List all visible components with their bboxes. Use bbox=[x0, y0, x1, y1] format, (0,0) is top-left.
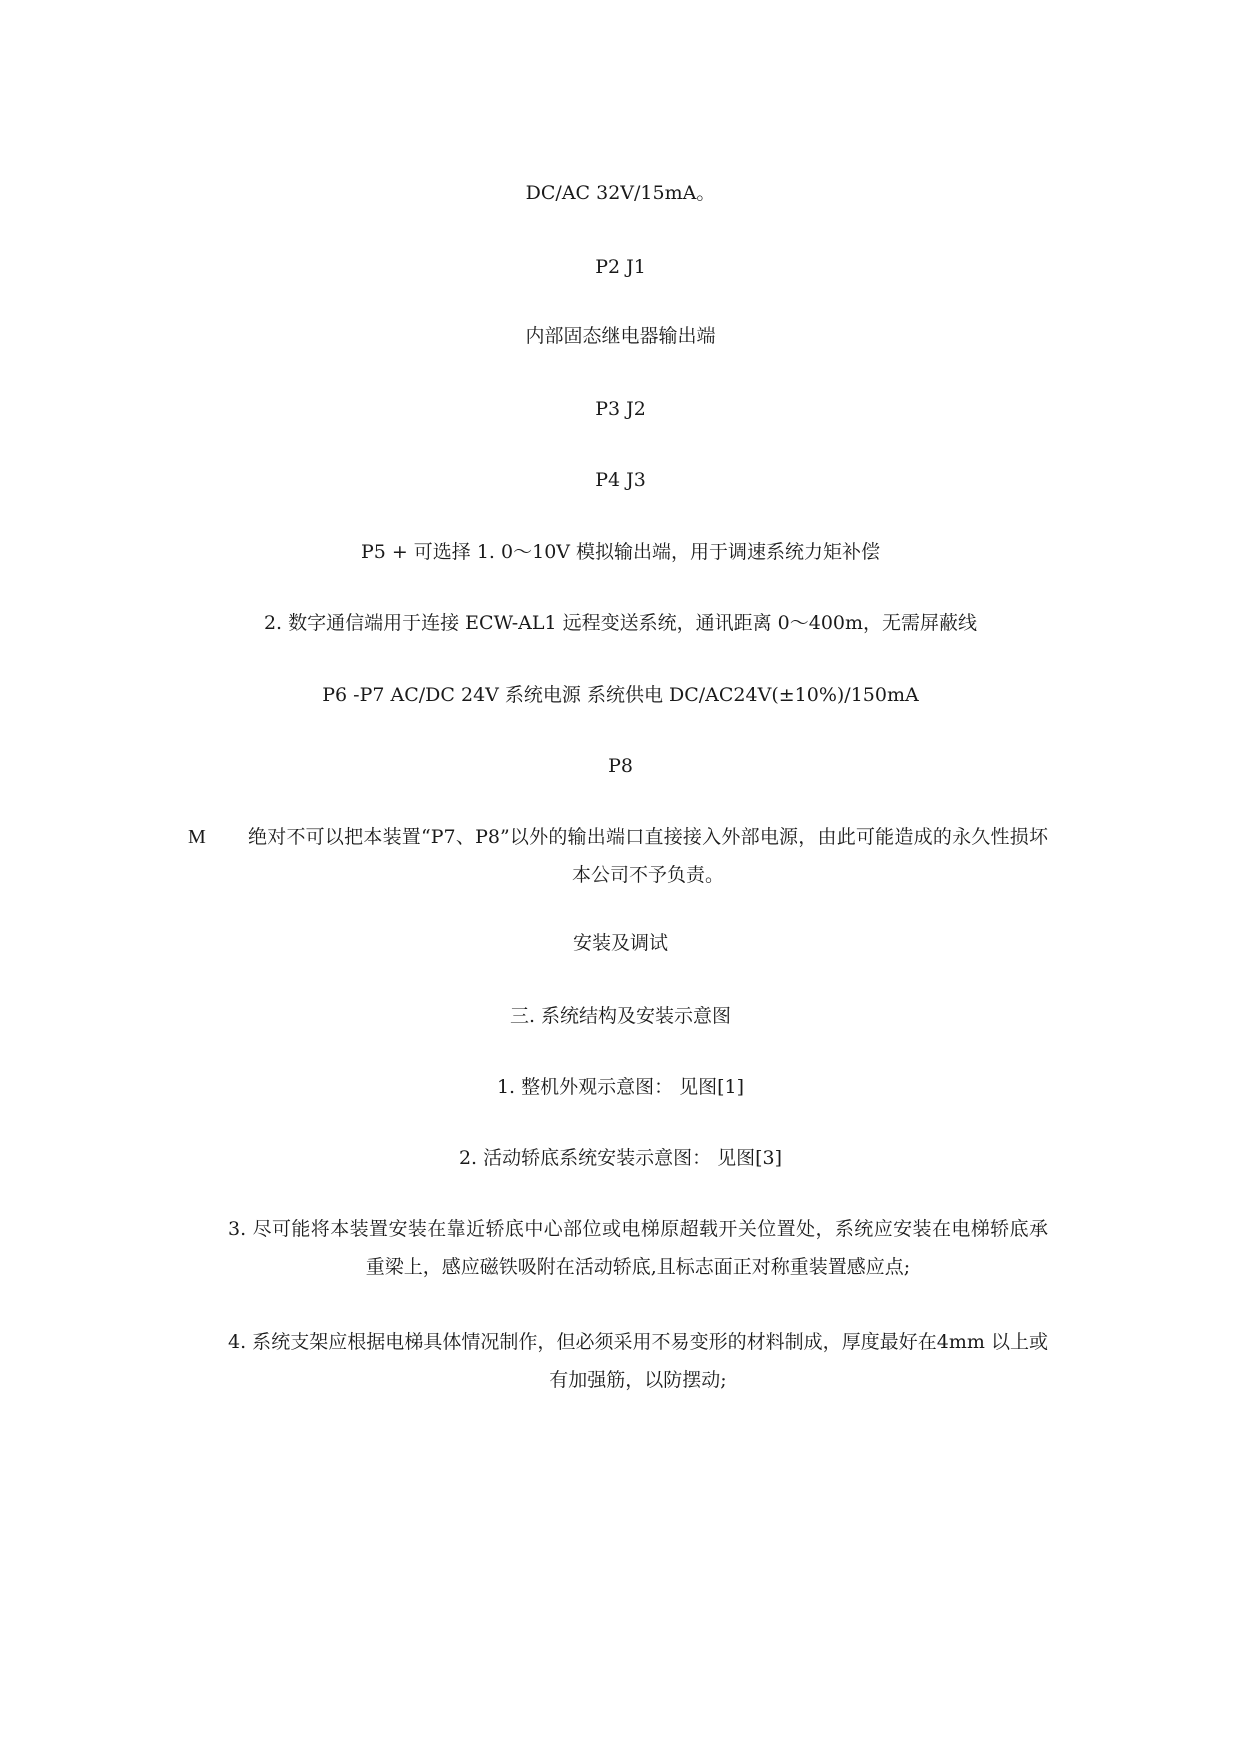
spec-line-p8: P8 bbox=[608, 755, 633, 777]
warning-marker: M bbox=[188, 826, 206, 848]
spec-line-p4: P4 J3 bbox=[595, 469, 646, 491]
list-item-3: 3. 尽可能将本装置安装在靠近轿底中心部位或电梯原超载开关位置处，系统应安装在电梯轿底承重梁上，感应磁铁吸附在活动轿底,且标志面正对称重装置感应点; bbox=[228, 1218, 1048, 1278]
spec-line-p2: P2 J1 bbox=[595, 256, 646, 278]
spec-line-digital-comm: 2. 数字通信端用于连接 ECW-AL1 远程变送系统，通讯距离 0～400m，无需屏蔽线 bbox=[263, 612, 978, 634]
spec-line-p3: P3 J2 bbox=[595, 398, 646, 420]
spec-line-p6-p7: P6 -P7 AC/DC 24V 系统电源 系统供电 DC/AC24V(±10%)/150mA bbox=[322, 684, 919, 706]
spec-line-relay-output: 内部固态继电器输出端 bbox=[525, 325, 716, 347]
section-heading: 三. 系统结构及安装示意图 bbox=[509, 1005, 732, 1027]
install-title: 安装及调试 bbox=[572, 932, 668, 954]
list-item-1: 1. 整机外观示意图： 见图[1] bbox=[496, 1076, 745, 1098]
warning-text: 绝对不可以把本装置“P7、P8”以外的输出端口直接接入外部电源，由此可能造成的永久性损坏本公司不予负责。 bbox=[248, 826, 1048, 886]
spec-line-p5: P5 + 可选择 1. 0～10V 模拟输出端，用于调速系统力矩补偿 bbox=[360, 541, 881, 563]
list-item-2: 2. 活动轿底系统安装示意图： 见图[3] bbox=[458, 1147, 783, 1169]
list-item-4: 4. 系统支架应根据电梯具体情况制作，但必须采用不易变形的材料制成，厚度最好在4mm 以上或有加强筋，以防摆动; bbox=[228, 1331, 1048, 1391]
spec-line-power-rating: DC/AC 32V/15mA。 bbox=[525, 182, 716, 204]
